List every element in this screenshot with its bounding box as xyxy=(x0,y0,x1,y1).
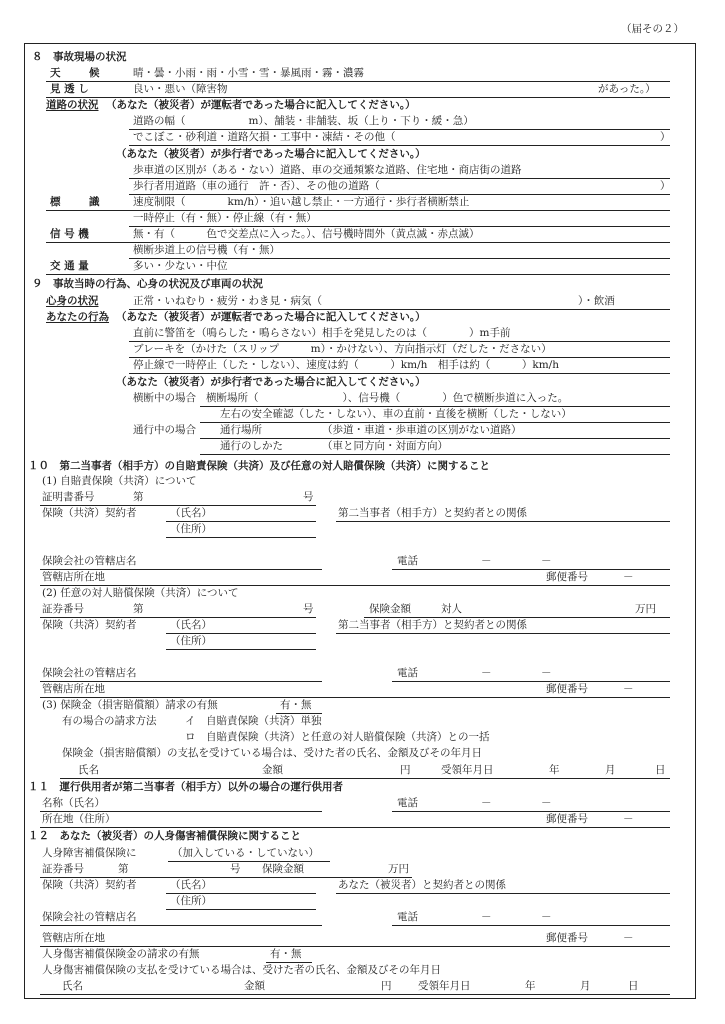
s12-office-addr-label: 管轄店所在地 xyxy=(42,932,105,944)
s12-address-line[interactable] xyxy=(166,909,316,910)
section-8-title: ８ 事故現場の状況 xyxy=(32,51,127,63)
crossing-place-line xyxy=(200,406,670,407)
mind-state-line xyxy=(129,309,670,310)
s10-1-address-label: （住所） xyxy=(170,523,212,535)
s12-tel-label: 電話 xyxy=(397,911,418,923)
brake-line xyxy=(129,357,670,358)
s12-joined-label: 人身障害補償保険に xyxy=(42,847,137,859)
passing-place-label: 通行場所 xyxy=(220,424,262,436)
crossing-signal-line xyxy=(129,258,670,259)
road-driver-note: （あなた（被災者）が運転者であった場合に記入してください。） xyxy=(106,99,416,111)
road-pedestrian-note: （あなた（被災者）が歩行者であった場合に記入してください。） xyxy=(116,148,426,160)
s11-tel-dash-1: － xyxy=(481,797,492,809)
s11-name-label: 名称（氏名） xyxy=(42,797,105,809)
s10-2-tel-dash-1: － xyxy=(481,667,492,679)
s10-1-tel-dash-2: － xyxy=(541,555,552,567)
frame-left xyxy=(24,43,25,999)
speed-limit-line xyxy=(46,210,670,211)
s12-payee-name-label: 氏名 xyxy=(62,980,83,992)
safety-check-line xyxy=(200,422,670,423)
pedestrian-road-field[interactable]: 歩行者用道路（車の通行 許・否）、その他の道路（ xyxy=(133,180,380,192)
s12-office-addr-line[interactable] xyxy=(40,946,670,947)
s10-1-office-addr-label: 管轄店所在地 xyxy=(42,571,105,583)
s12-received-note: 人身傷害補償保険の支払を受けている場合は、受けた者の氏名、金額及びその年月日 xyxy=(42,964,441,976)
s11-postal-label: 郵便番号 xyxy=(546,813,588,825)
s12-date-label: 受領年月日 xyxy=(418,980,471,992)
s12-relation-label: あなた（被災者）と契約者との関係 xyxy=(338,879,506,891)
s10-1-relation-line[interactable] xyxy=(336,521,670,522)
s10-2-relation-line[interactable] xyxy=(336,633,670,634)
s10-2-office-addr-label: 管轄店所在地 xyxy=(42,683,105,695)
s12-office-line[interactable] xyxy=(40,925,322,926)
brake-field[interactable]: ブレーキを（かけた（スリップ m）・かけない）、方向指示灯（だした・ださない） xyxy=(133,343,552,355)
s10-1-cert-label: 証明書番号 xyxy=(42,491,95,503)
s11-tel-dash-2: － xyxy=(541,797,552,809)
weather-label: 天 候 xyxy=(50,67,109,79)
visibility-line xyxy=(46,97,670,98)
s10-2-postal-label: 郵便番号 xyxy=(546,683,588,695)
s10-2-amount-type: 対人 xyxy=(441,603,462,615)
s10-1-relation-label: 第二当事者（相手方）と契約者との関係 xyxy=(338,507,527,519)
s11-location-label: 所在地（住所） xyxy=(42,813,116,825)
s10-3-received-note: 保険金（損害賠償額）の支払を受けている場合は、受けた者の氏名、金額及びその年月日 xyxy=(62,747,482,759)
s10-3-method-i[interactable]: イ 自賠責保険（共済）単独 xyxy=(185,715,322,727)
s10-sub2-title: (2) 任意の対人賠償保険（共済）について xyxy=(42,587,239,599)
s12-amount-label: 保険金額 xyxy=(262,863,304,875)
section-12-title: １２ あなた（被災者）の人身傷害補償保険に関すること xyxy=(28,830,301,842)
s10-sub3-title: (3) 保険金（損害賠償額）請求の有無 xyxy=(42,699,218,711)
s12-payee-amount-label: 金額 xyxy=(244,980,265,992)
horn-field[interactable]: 直前に警笛を（鳴らした・鳴らさない）相手を発見したのは（ ）m手前 xyxy=(133,327,511,339)
action-pedestrian-note: （あなた（被災者）が歩行者であった場合に記入してください。） xyxy=(116,376,426,388)
section-11-title: １１ 運行供用者が第二当事者（相手方）以外の場合の運行供用者 xyxy=(28,781,343,793)
s10-1-office-label: 保険会社の管轄店名 xyxy=(42,555,137,567)
s10-2-amount-label: 保険金額 xyxy=(369,603,411,615)
visibility-label: 見 透 し xyxy=(50,83,89,95)
s10-1-cert-go: 号 xyxy=(303,491,314,503)
s12-tel-line[interactable] xyxy=(392,925,670,926)
pedestrian-road-line xyxy=(129,194,670,195)
s10-1-contractor-name-line[interactable] xyxy=(166,521,316,522)
passing-case-label: 通行中の場合 xyxy=(133,424,196,436)
s10-2-relation-label: 第二当事者（相手方）と契約者との関係 xyxy=(338,619,527,631)
s10-2-office-addr-line[interactable] xyxy=(40,697,670,698)
action-driver-note: （あなた（被災者）が運転者であった場合に記入してください。） xyxy=(116,311,426,323)
stop-field[interactable]: 一時停止（有・無）・停止線（有・無） xyxy=(133,212,317,224)
s12-postal-dash: － xyxy=(623,932,634,944)
s10-3-yen: 円 xyxy=(400,764,411,776)
signal-label: 信 号 機 xyxy=(50,228,89,240)
stopline-speed-line xyxy=(129,373,670,374)
s12-year: 年 xyxy=(525,980,536,992)
crossing-place-field[interactable]: 横断場所（ ）、信号機（ ）色で横断歩道に入った。 xyxy=(206,392,569,404)
s12-name-label: （氏名） xyxy=(170,879,212,891)
s10-1-tel-label: 電話 xyxy=(397,555,418,567)
sidewalk-field[interactable]: 歩車道の区別が（ある・ない）道路、車の交通頻繁な道路、住宅地・商店街の道路 xyxy=(133,164,522,176)
s12-policy-line[interactable] xyxy=(40,877,412,878)
form-sheet-note: （届その２） xyxy=(621,23,684,35)
s11-location-line[interactable] xyxy=(40,827,670,828)
road-width-field[interactable]: 道路の幅（ m）、舗装・非舗装、坂（上り・下り・緩・急） xyxy=(133,115,474,127)
signal-field[interactable]: 無・有（ 色で交差点に入った。）、信号機時間外（黄点滅・赤点滅） xyxy=(133,228,480,240)
s10-3-method-ro[interactable]: ロ 自賠責保険（共済）と任意の対人賠償保険（共済）との一括 xyxy=(185,731,490,743)
safety-check-field[interactable]: 左右の安全確認（した・しない）、車の直前・直後を横断（した・しない） xyxy=(220,408,572,420)
s10-sub1-title: (1) 自賠責保険（共済）について xyxy=(42,475,197,487)
s10-2-tel-dash-2: － xyxy=(541,667,552,679)
s10-1-office-addr-line[interactable] xyxy=(40,585,670,586)
road-surface-field[interactable]: でこぼこ・砂利道・道路欠損・工事中・凍結・その他（ xyxy=(133,131,396,143)
s10-1-contractor-label: 保険（共済）契約者 xyxy=(42,507,137,519)
s12-joined-line xyxy=(168,861,330,862)
mind-state-tail[interactable]: ）・飲酒 xyxy=(578,295,615,307)
s10-3-date-label: 受領年月日 xyxy=(441,764,494,776)
section-10-title: １０ 第二当事者（相手方）の自賠責保険（共済）及び任意の対人賠償保険（共済）に関すること xyxy=(28,460,490,472)
s10-1-cert-dai: 第 xyxy=(133,491,144,503)
signal-line xyxy=(46,242,670,243)
s10-3-claim-line xyxy=(276,713,322,714)
s10-1-cert-line[interactable] xyxy=(40,505,316,506)
visibility-options[interactable]: 良い・悪い（障害物 xyxy=(133,83,228,95)
s10-2-name-label: （氏名） xyxy=(170,619,212,631)
s10-2-contractor-label: 保険（共済）契約者 xyxy=(42,619,137,631)
s11-name-line[interactable] xyxy=(40,811,322,812)
s12-contractor-label: 保険（共済）契約者 xyxy=(42,879,137,891)
mind-state-options[interactable]: 正常・いねむり・疲労・わき見・病気（ xyxy=(133,295,322,307)
s12-claim-line xyxy=(266,962,312,963)
horn-line xyxy=(129,341,670,342)
passing-way-label: 通行のしかた xyxy=(220,440,283,452)
s12-month: 月 xyxy=(580,980,591,992)
s11-tel-line[interactable] xyxy=(392,811,670,812)
s12-claim-label: 人身傷害補償保険金の請求の有無 xyxy=(42,948,200,960)
s10-3-payee-amount-label: 金額 xyxy=(262,764,283,776)
s10-2-policy-line[interactable] xyxy=(40,617,316,618)
s10-2-contractor-name-line[interactable] xyxy=(166,633,316,634)
s10-1-name-label: （氏名） xyxy=(170,507,212,519)
s12-relation-line[interactable] xyxy=(336,893,670,894)
s10-3-year: 年 xyxy=(549,764,560,776)
road-condition-label: 道路の状況 xyxy=(46,99,99,111)
s10-2-policy-go: 号 xyxy=(303,603,314,615)
your-action-label: あなたの行為 xyxy=(46,311,109,323)
s10-1-tel-dash-1: － xyxy=(481,555,492,567)
s10-2-office-line[interactable] xyxy=(40,681,322,682)
s10-2-address-label: （住所） xyxy=(170,635,212,647)
s10-1-tel-line[interactable] xyxy=(392,569,670,570)
pedestrian-road-close: ） xyxy=(660,180,671,192)
passing-place-field[interactable]: （歩道・車道・歩車道の区別がない道路） xyxy=(322,424,522,436)
s10-2-address-line[interactable] xyxy=(166,649,316,650)
speed-limit-field[interactable]: 速度制限（ km/h）・追い越し禁止・一方通行・歩行者横断禁止 xyxy=(133,196,470,208)
s12-contractor-name-line[interactable] xyxy=(166,893,316,894)
section-9-title: ９ 事故当時の行為、心身の状況及び車両の状況 xyxy=(32,278,263,290)
visibility-tail: があった。） xyxy=(598,83,656,95)
s12-policy-go: 号 xyxy=(230,863,241,875)
s10-2-amount-unit: 万円 xyxy=(635,603,656,615)
crossing-case-label: 横断中の場合 xyxy=(133,392,196,404)
frame-top xyxy=(24,43,696,44)
s12-yen: 円 xyxy=(381,980,392,992)
weather-options[interactable]: 晴・曇・小雨・雨・小雪・雪・暴風雨・霧・濃霧 xyxy=(133,67,364,79)
s12-policy-dai: 第 xyxy=(118,863,129,875)
s10-2-amount-line[interactable] xyxy=(364,617,670,618)
s10-2-office-label: 保険会社の管轄店名 xyxy=(42,667,137,679)
road-surface-line xyxy=(129,145,670,146)
sign-label: 標 識 xyxy=(50,196,109,208)
s10-3-month: 月 xyxy=(605,764,616,776)
s10-2-policy-dai: 第 xyxy=(133,603,144,615)
mind-state-label: 心身の状況 xyxy=(46,295,99,307)
s12-payee-line[interactable] xyxy=(40,994,670,995)
s10-2-policy-label: 証券番号 xyxy=(42,603,84,615)
s12-address-label: （住所） xyxy=(170,895,212,907)
passing-way-field[interactable]: （車と同方向・対面方向） xyxy=(322,440,448,452)
sidewalk-line xyxy=(129,178,670,179)
s10-1-postal-label: 郵便番号 xyxy=(546,571,588,583)
passing-place-line xyxy=(200,438,670,439)
s10-3-payee-name-label: 氏名 xyxy=(78,764,99,776)
s12-amount-unit: 万円 xyxy=(388,863,409,875)
traffic-field[interactable]: 多い・少ない・中位 xyxy=(133,260,228,272)
s12-day: 日 xyxy=(628,980,639,992)
s12-claim-options[interactable]: 有・無 xyxy=(270,948,302,960)
crossing-signal-field[interactable]: 横断歩道上の信号機（有・無） xyxy=(133,244,280,256)
traffic-label: 交 通 量 xyxy=(50,260,89,272)
s12-postal-label: 郵便番号 xyxy=(546,932,588,944)
road-surface-close: ） xyxy=(660,131,671,143)
s10-1-address-line[interactable] xyxy=(166,537,316,538)
s10-2-tel-label: 電話 xyxy=(397,667,418,679)
road-width-line xyxy=(129,129,670,130)
s10-3-method-label: 有の場合の請求方法 xyxy=(62,715,157,727)
s12-policy-label: 証券番号 xyxy=(42,863,84,875)
s10-3-claim-options[interactable]: 有・無 xyxy=(280,699,312,711)
s12-tel-dash-1: － xyxy=(481,911,492,923)
s11-postal-dash: － xyxy=(623,813,634,825)
frame-right xyxy=(695,43,696,999)
frame-bottom xyxy=(24,998,696,999)
stop-line xyxy=(129,226,670,227)
s10-1-postal-dash: － xyxy=(623,571,634,583)
s12-tel-dash-2: － xyxy=(541,911,552,923)
s10-2-postal-dash: － xyxy=(623,683,634,695)
stopline-speed-field[interactable]: 停止線で一時停止（した・しない）、速度は約（ ）km/h 相手は約（ ）km/h xyxy=(133,359,559,371)
s12-office-label: 保険会社の管轄店名 xyxy=(42,911,137,923)
traffic-line xyxy=(46,274,670,275)
s12-joined-options[interactable]: （加入している・していない） xyxy=(172,847,319,859)
weather-line xyxy=(46,81,670,82)
s10-3-payee-line[interactable] xyxy=(60,778,670,779)
s10-2-tel-line[interactable] xyxy=(392,681,670,682)
passing-way-line xyxy=(200,454,670,455)
s10-1-office-line[interactable] xyxy=(40,569,322,570)
s10-3-day: 日 xyxy=(655,764,666,776)
s11-tel-label: 電話 xyxy=(397,797,418,809)
